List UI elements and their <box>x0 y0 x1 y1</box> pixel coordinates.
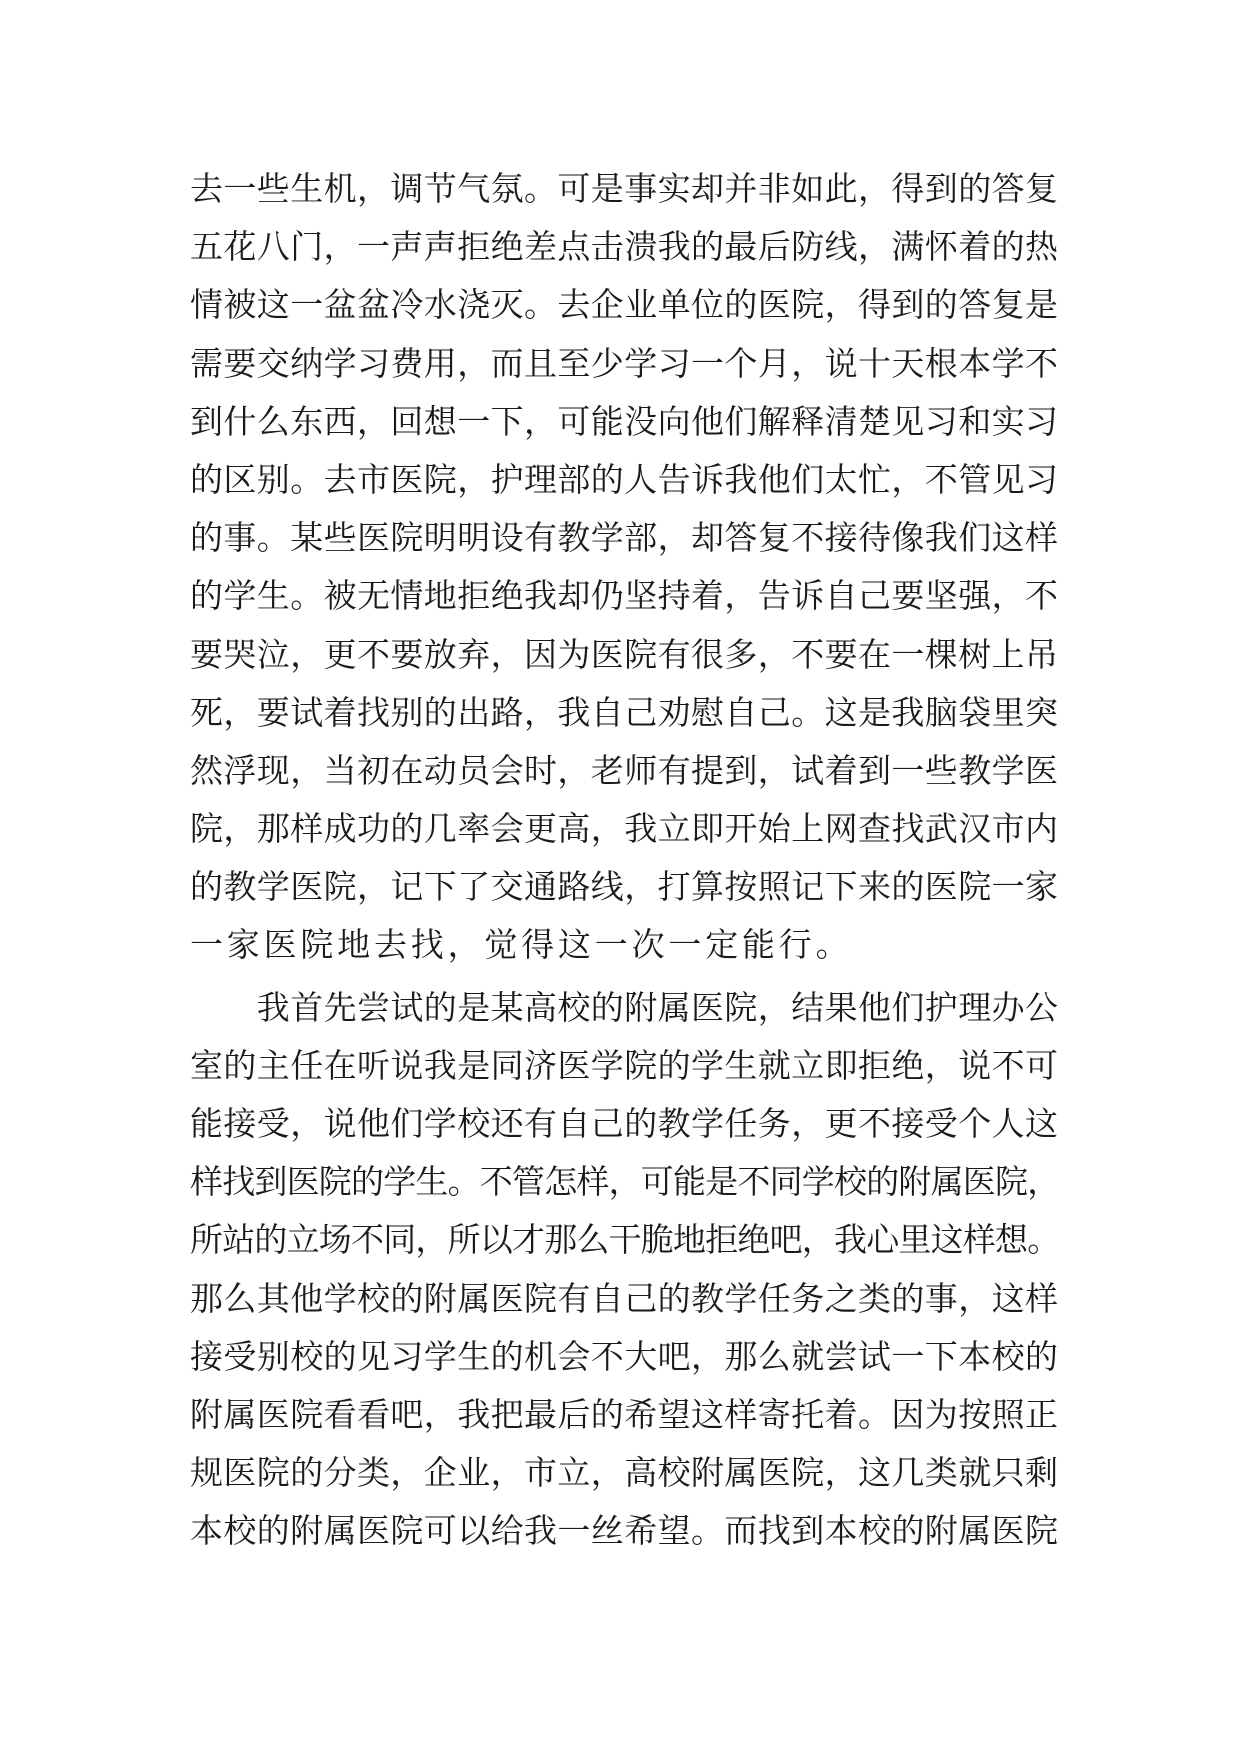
text-line: 我首先尝试的是某高校的附属医院，结果他们护理办公 <box>190 987 1059 1027</box>
text-line: 需要交纳学习费用，而且至少学习一个月，说十天根本学不 <box>190 343 1059 383</box>
text-line: 附属医院看看吧，我把最后的希望这样寄托着。因为按照正 <box>190 1394 1059 1434</box>
text-line: 院，那样成功的几率会更高，我立即开始上网查找武汉市内 <box>190 809 1059 849</box>
text-line: 的教学医院，记下了交通路线，打算按照记下来的医院一家 <box>190 867 1059 907</box>
text-line: 死，要试着找别的出路，我自己劝慰自己。这是我脑袋里突 <box>190 692 1059 732</box>
text-line: 的区别。去市医院，护理部的人告诉我他们太忙，不管见习 <box>190 459 1059 499</box>
text-line: 的学生。被无情地拒绝我却仍坚持着，告诉自己要坚强，不 <box>190 576 1059 616</box>
text-line: 接受别校的见习学生的机会不大吧，那么就尝试一下本校的 <box>190 1336 1059 1376</box>
text-line: 本校的附属医院可以给我一丝希望。而找到本校的附属医院 <box>190 1511 1059 1551</box>
text-line: 要哭泣，更不要放弃，因为医院有很多，不要在一棵树上吊 <box>190 634 1059 674</box>
text-line: 到什么东西，回想一下，可能没向他们解释清楚见习和实习 <box>190 401 1059 441</box>
text-line: 然浮现，当初在动员会时，老师有提到，试着到一些教学医 <box>190 750 1059 790</box>
text-line: 规医院的分类，企业，市立，高校附属医院，这几类就只剩 <box>190 1453 1059 1493</box>
text-line: 五花八门，一声声拒绝差点击溃我的最后防线，满怀着的热 <box>190 227 1059 267</box>
text-line: 那么其他学校的附属医院有自己的教学任务之类的事，这样 <box>190 1278 1059 1318</box>
text-line: 所站的立场不同，所以才那么干脆地拒绝吧，我心里这样想。 <box>190 1220 1060 1260</box>
text-line: 一家医院地去找，觉得这一次一定能行。 <box>190 925 853 965</box>
text-line: 能接受，说他们学校还有自己的教学任务，更不接受个人这 <box>190 1104 1059 1143</box>
text-line: 去一些生机，调节气氛。可是事实却并非如此，得到的答复 <box>190 169 1059 208</box>
body-text <box>190 160 1060 1561</box>
text-line: 室的主任在听说我是同济医学院的学生就立即拒绝，说不可 <box>190 1045 1059 1085</box>
text-line: 样找到医院的学生。不管怎样，可能是不同学校的附属医院， <box>190 1162 1060 1202</box>
text-line: 的事。某些医院明明设有教学部，却答复不接待像我们这样 <box>190 518 1059 558</box>
text-line: 情被这一盆盆冷水浇灭。去企业单位的医院，得到的答复是 <box>190 285 1059 325</box>
